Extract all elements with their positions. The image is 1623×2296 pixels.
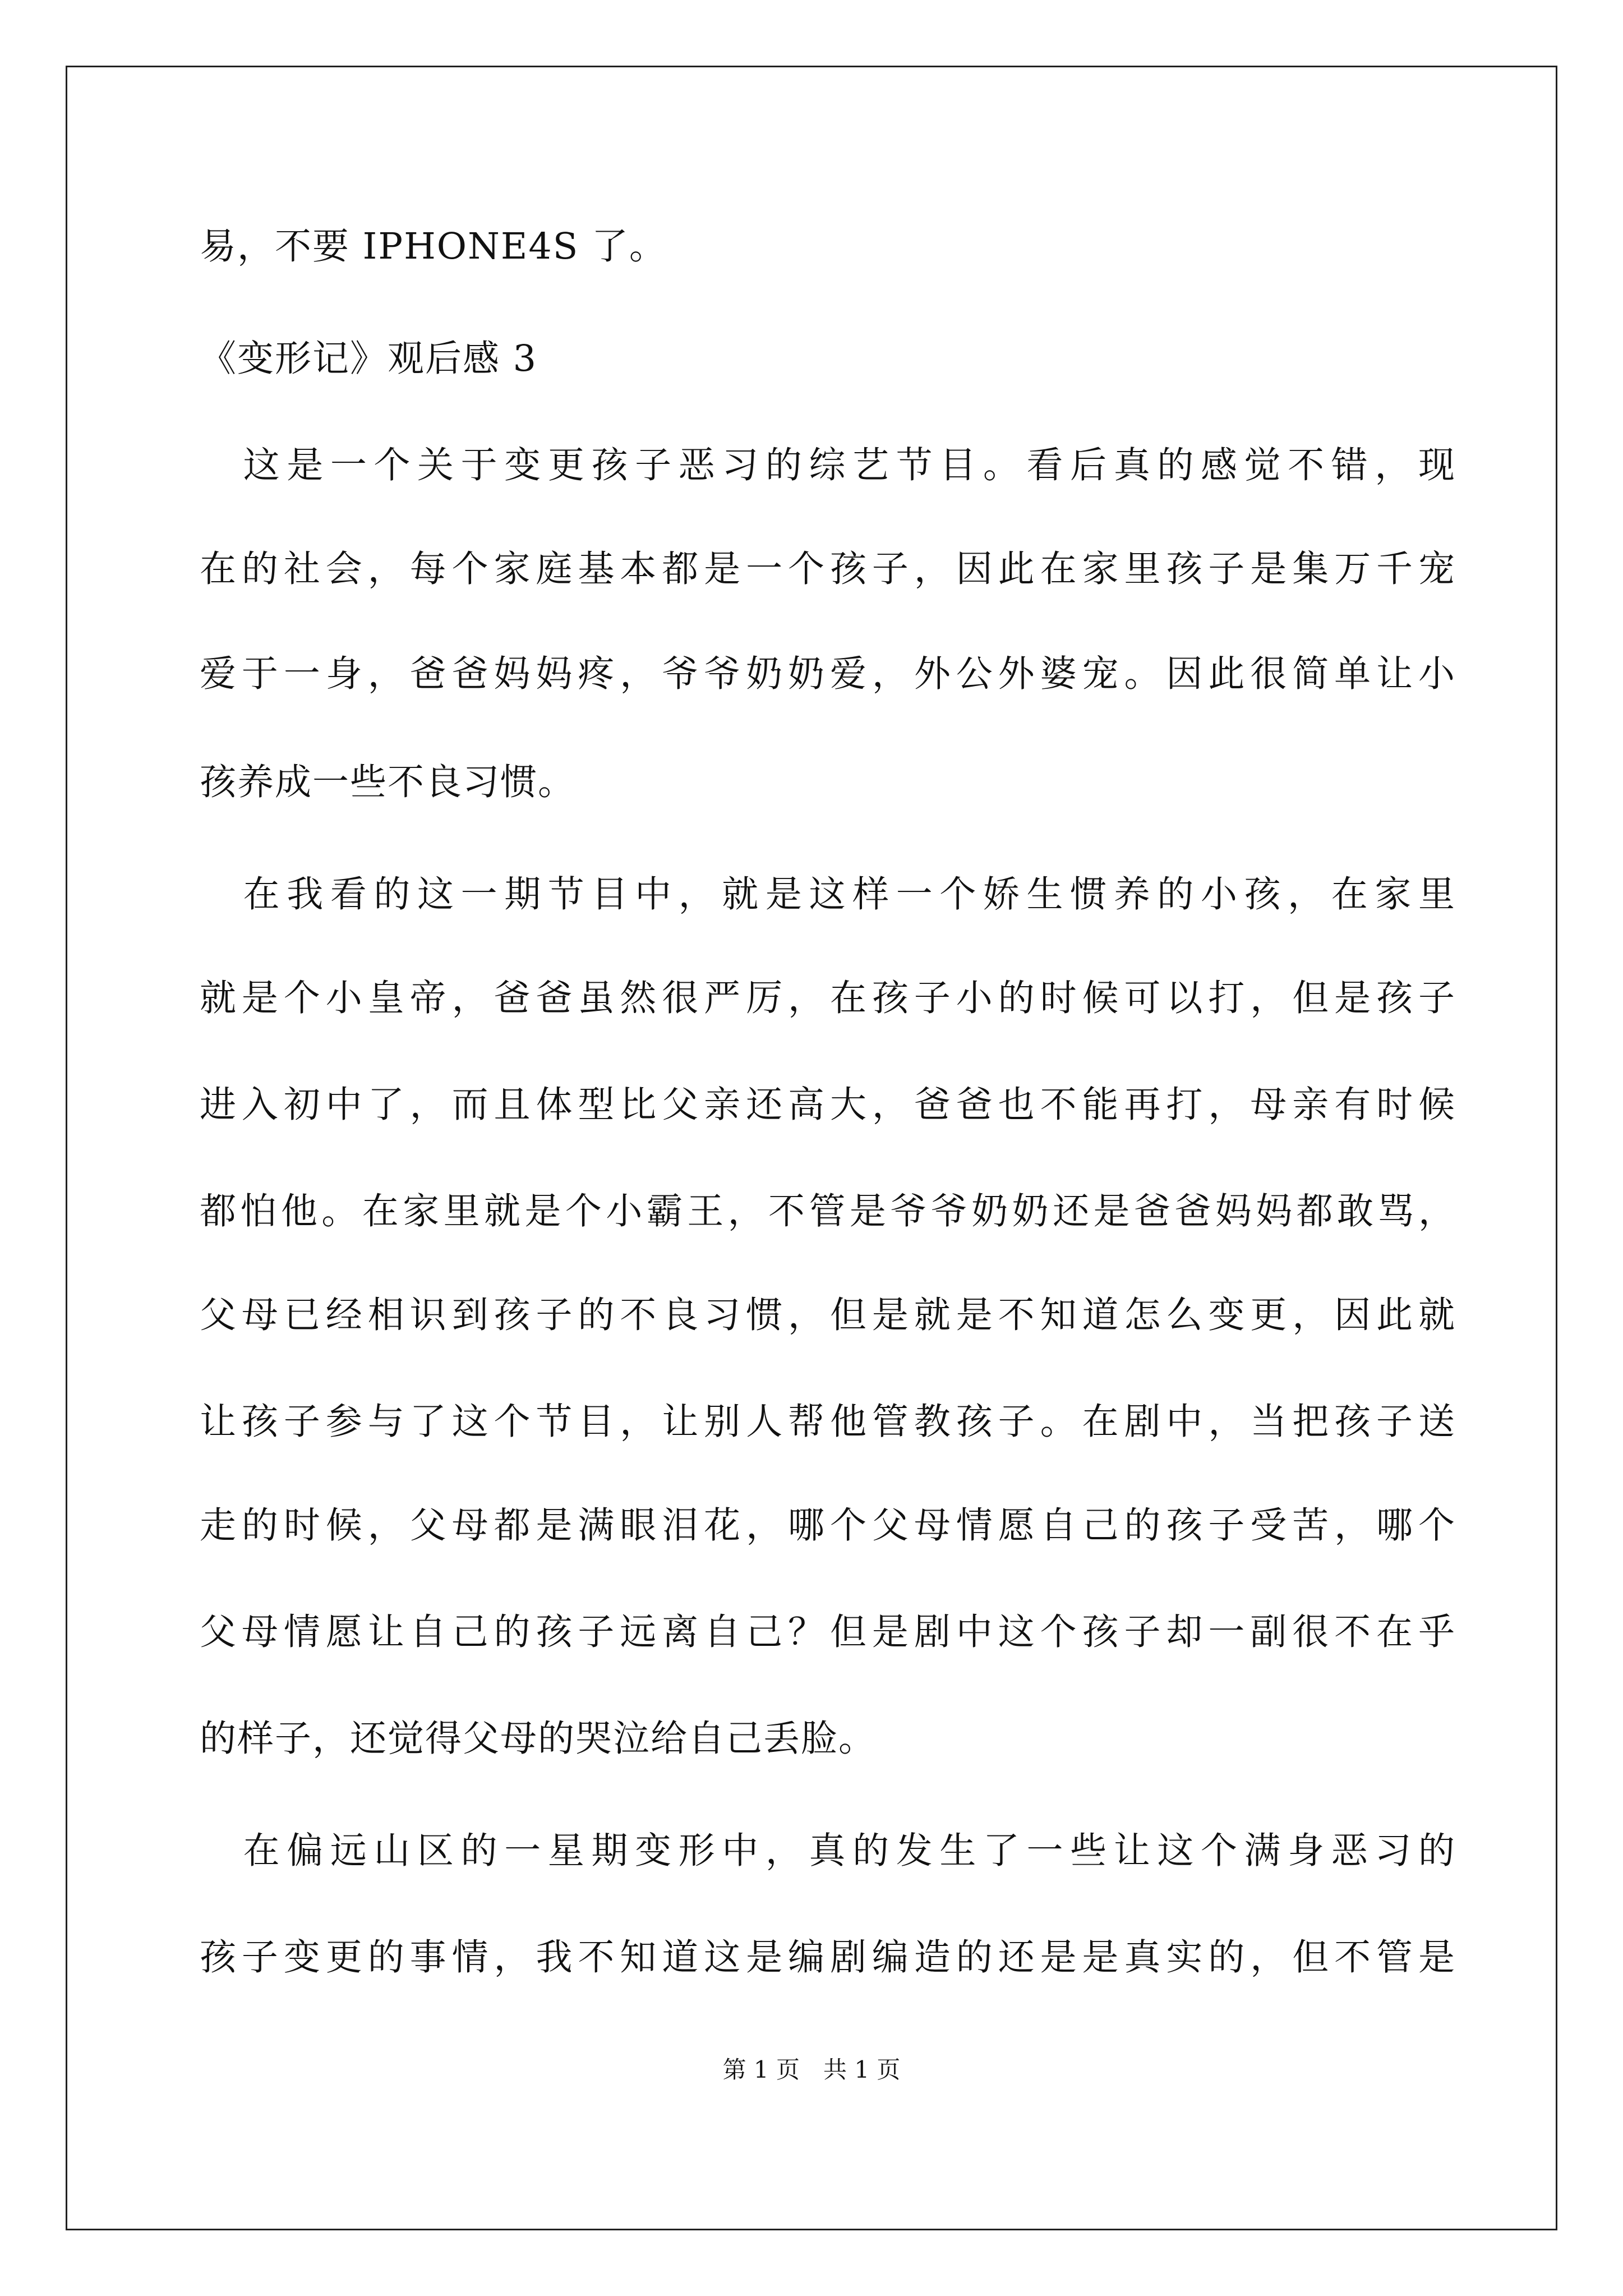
text-line: 让孩子参与了这个节目，让别人帮他管教孩子。在剧中，当把孩子送 <box>200 1401 1456 1443</box>
text-line: 都怕他。在家里就是个小霸王，不管是爷爷奶奶还是爸爸妈妈都敢骂， <box>200 1190 1456 1232</box>
text-line: 父母情愿让自己的孩子远离自己？但是剧中这个孩子却一副很不在乎 <box>200 1611 1456 1653</box>
text-line: 进入初中了，而且体型比父亲还高大，爸爸也不能再打，母亲有时候 <box>200 1084 1456 1126</box>
text-line: 在的社会，每个家庭基本都是一个孩子，因此在家里孩子是集万千宠 <box>200 548 1456 590</box>
text-line: 爱于一身，爸爸妈妈疼，爷爷奶奶爱，外公外婆宠。因此很简单让小 <box>200 653 1456 695</box>
page-footer: 第 1 页 共 1 页 <box>722 2056 901 2083</box>
text-line: 就是个小皇帝，爸爸虽然很严厉，在孩子小的时候可以打，但是孩子 <box>200 977 1456 1019</box>
text-line: 孩养成一些不良习惯。 <box>200 761 576 803</box>
text-line: 易，不要 IPHONE4S 了。 <box>200 226 667 268</box>
text-line: 这是一个关于变更孩子恶习的综艺节目。看后真的感觉不错，现 <box>200 444 1456 486</box>
text-line: 在我看的这一期节目中，就是这样一个娇生惯养的小孩，在家里 <box>200 873 1456 915</box>
section-title: 《变形记》观后感 3 <box>200 338 538 380</box>
text-line: 走的时候，父母都是满眼泪花，哪个父母情愿自己的孩子受苦，哪个 <box>200 1504 1456 1547</box>
text-line: 的样子，还觉得父母的哭泣给自己丢脸。 <box>200 1718 877 1760</box>
text-line: 在偏远山区的一星期变形中，真的发生了一些让这个满身恶习的 <box>200 1830 1456 1872</box>
text-line: 孩子变更的事情，我不知道这是编剧编造的还是是真实的，但不管是 <box>200 1936 1456 1978</box>
text-line: 父母已经相识到孩子的不良习惯，但是就是不知道怎么变更，因此就 <box>200 1294 1456 1336</box>
page-border <box>66 66 1557 2230</box>
